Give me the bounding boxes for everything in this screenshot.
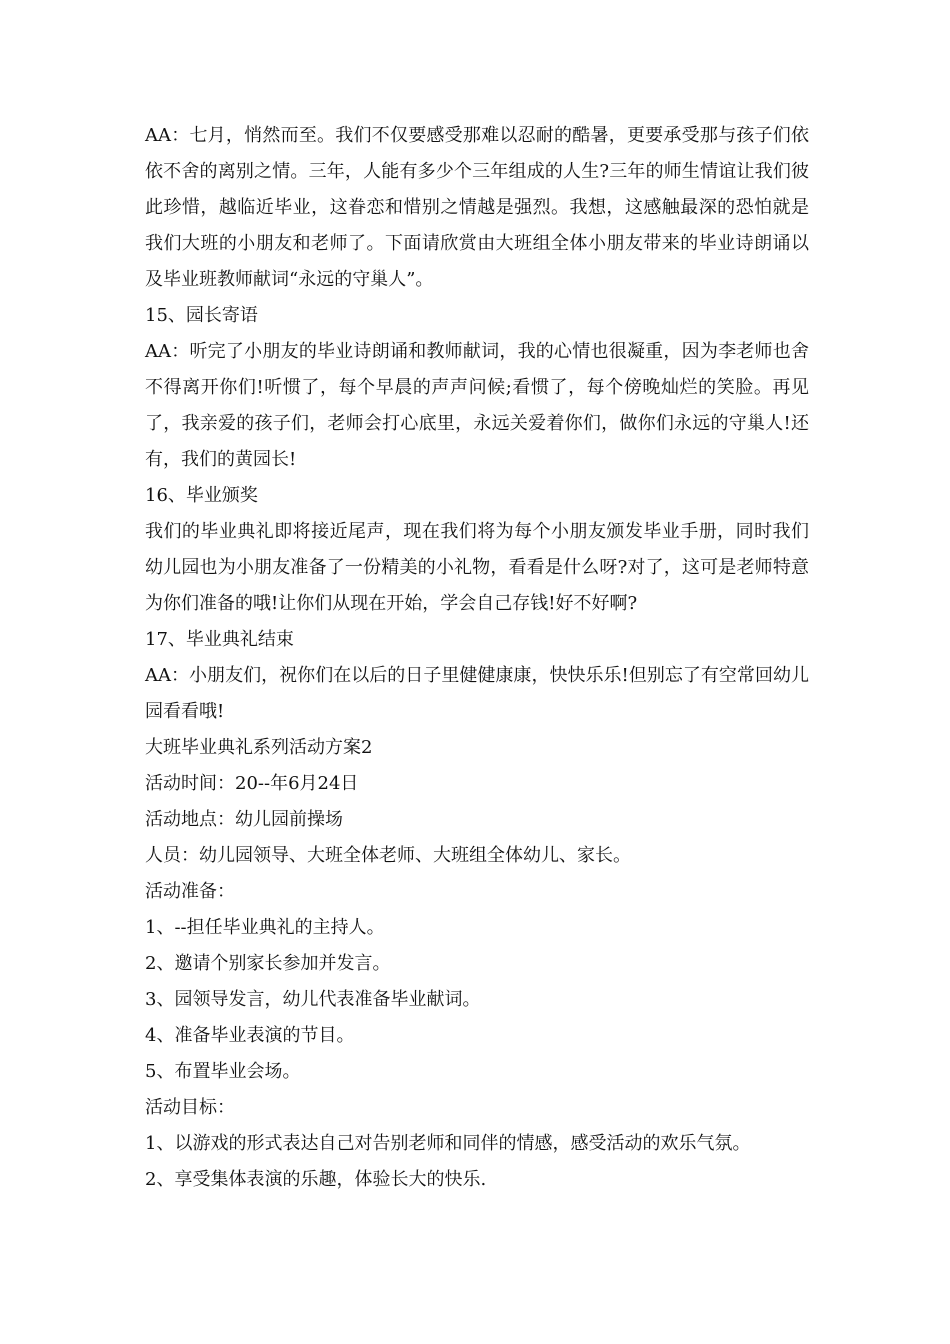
paragraph-text: 我们的毕业典礼即将接近尾声，现在我们将为每个小朋友颁发毕业手册，同时我们幼儿园也为小朋友准备了一份精美的小礼物，看看是什么呀?对了，这可是老师特意为你们准备的哦!让你们从现在开始，学会自己存钱!好不好啊? (145, 521, 809, 614)
plan-title: 大班毕业典礼系列活动方案2 (145, 737, 373, 758)
paragraph-text: AA：小朋友们，祝你们在以后的日子里健健康康，快快乐乐!但别忘了有空常回幼儿园看看哦! (145, 665, 809, 722)
activity-time: 活动时间：20--年6月24日 (145, 773, 359, 794)
list-item: 3、园领导发言，幼儿代表准备毕业献词。 (145, 989, 481, 1010)
paragraph-closing (145, 658, 809, 730)
paragraph-awards (145, 514, 809, 622)
paragraph-principal (145, 334, 809, 478)
document-page (145, 118, 809, 1198)
paragraph-intro (145, 118, 809, 298)
paragraph-text: AA：七月，悄然而至。我们不仅要感受那难以忍耐的酷暑，更要承受那与孩子们依依不舍的离别之情。三年，人能有多少个三年组成的人生?三年的师生情谊让我们彼此珍惜，越临近毕业，这眷恋和惜别之情越是强烈。我想，这感触最深的恐怕就是我们大班的小朋友和老师了。下面请欣赏由大班组全体小朋友带来的毕业诗朗诵以及毕业班教师献词“永远的守巢人”。 (145, 125, 809, 290)
activity-location: 活动地点：幼儿园前操场 (145, 809, 343, 830)
activity-participants: 人员：幼儿园领导、大班全体老师、大班组全体幼儿、家长。 (145, 845, 631, 866)
list-item: 1、以游戏的形式表达自己对告别老师和同伴的情感，感受活动的欢乐气氛。 (145, 1133, 751, 1154)
list-item: 1、--担任毕业典礼的主持人。 (145, 917, 385, 938)
list-item: 4、准备毕业表演的节目。 (145, 1025, 355, 1046)
section-heading-awards: 16、毕业颁奖 (145, 485, 258, 506)
list-item: 2、邀请个别家长参加并发言。 (145, 953, 391, 974)
list-item: 2、享受集体表演的乐趣，体验长大的快乐. (145, 1169, 487, 1190)
section-heading-ceremony-end: 17、毕业典礼结束 (145, 629, 294, 650)
preparation-heading: 活动准备： (145, 881, 235, 902)
paragraph-text: AA：听完了小朋友的毕业诗朗诵和教师献词，我的心情也很凝重，因为李老师也舍不得离开你们!听惯了，每个早晨的声声问候;看惯了，每个傍晚灿烂的笑脸。再见了，我亲爱的孩子们，老师会打心底里，永远关爱着你们，做你们永远的守巢人!还有，我们的黄园长! (145, 341, 809, 470)
list-item: 5、布置毕业会场。 (145, 1061, 301, 1082)
goals-heading: 活动目标： (145, 1097, 235, 1118)
section-heading-principal-message: 15、园长寄语 (145, 305, 258, 326)
